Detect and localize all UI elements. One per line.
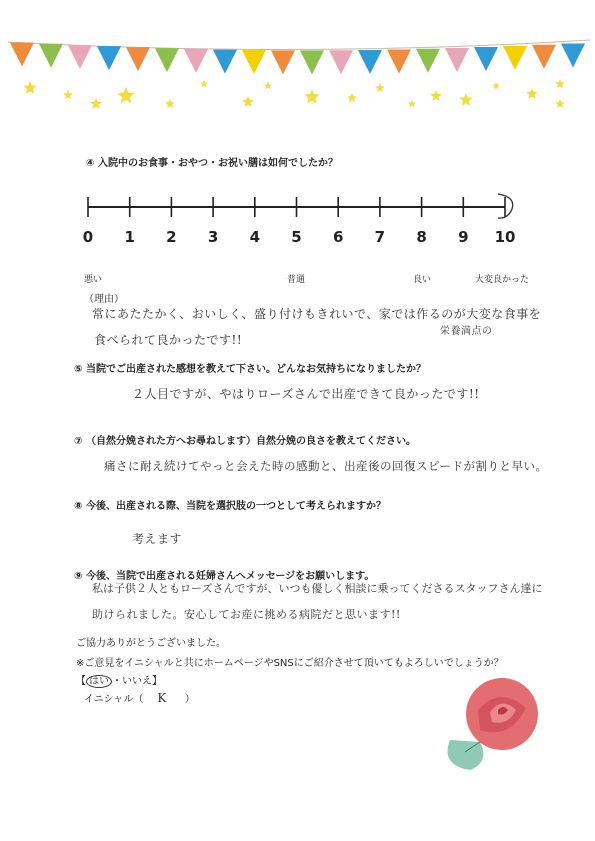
star-icon [347,93,357,102]
scale-number: 8 [416,228,427,246]
star-icon [304,89,319,104]
consent-options [76,672,162,687]
scale-number: 5 [291,228,302,246]
star-icon [63,90,73,99]
q9-answer-line2: 助けられました。安心してお産に挑める病院だと思います!! [92,608,401,621]
scale-number: 4 [249,228,261,246]
q9-answer-line1: 私は子供２人ともローズさんですが、いつも優しく相談に乗ってくださるスタッフさん達に [92,582,543,595]
q4-label: ④ 入院中のお食事・おやつ・お祝い膳は如何でしたか？ [86,158,338,169]
q7-label: ⑦ （自然分娩された方へお尋ねします）自然分娩の良さを教えてください。 [74,436,416,447]
scale-number: 3 [207,228,219,246]
bunting-flag [387,49,411,73]
bunting-flag [474,47,498,71]
q5-answer: ２人目ですが、やはりローズさんで出産できて良かったです!! [132,387,480,401]
initial-close: ） [184,694,195,705]
consent-yes-option: はい [86,675,112,688]
scale-number: 2 [166,228,177,246]
scale-number: 6 [332,228,344,246]
bunting-flag [300,50,324,74]
bunting-flag [358,50,382,74]
scale-label-good: 良い [413,275,432,285]
q8-label: ⑧ 今後、出産される際、当院を選択肢の一つとして考えられますか？ [74,501,386,512]
scale-number: 9 [458,228,469,246]
bunting-flag [271,50,295,74]
q4-answer-insert: 栄養満点の [440,326,493,337]
star-icon [90,98,101,109]
q9-label: ⑨ 今後、当院で出産される妊婦さんへメッセージをお願いします。 [74,571,375,582]
rose-icon [440,670,560,780]
bunting-flag [213,50,237,74]
bunting-flag [561,43,585,67]
star-icon [200,80,208,87]
star-icon [375,83,385,92]
bunting-flag [445,48,469,72]
reason-label: （理由） [84,294,124,305]
bunting-flag [39,44,63,68]
thanks-text: ご協力ありがとうございました。 [76,638,226,649]
scale-number: 10 [494,228,516,246]
bunting-flag [126,47,150,71]
q8-answer: 考えます [132,532,183,546]
bunting-flag [155,48,179,72]
star-icon [23,81,36,94]
bunting-flag [503,46,527,70]
bunting-flag [416,49,440,73]
star-icon [117,87,134,103]
initial-value: K [157,691,167,705]
scale-number: 1 [124,228,135,246]
bunting-flag [10,42,34,66]
bunting-flag [184,49,208,73]
q5-label: ⑤ 当院でご出産された感想を教えて下さい。どんなお気持ちになりましたか？ [74,364,426,375]
q4-answer-line1: 常にあたたかく、おいしく、盛り付けもきれいで、家では作るのが大変な食事を [92,307,542,321]
bunting-flag [68,45,92,69]
star-icon [526,88,537,99]
bunting-flag [329,50,353,74]
rating-scale [80,185,530,225]
star-icon [242,96,253,107]
scale-label-bad: 悪い [84,275,103,285]
consent-separator: ・ [112,676,122,687]
star-icon [459,93,472,106]
star-icon [555,99,565,108]
scale-number: 7 [374,228,386,246]
bunting-flag [242,50,266,74]
star-icon [492,82,500,89]
bunting-decoration [0,0,595,125]
bracket-open: 【 [76,676,86,687]
star-icon [555,79,565,88]
star-icon [430,90,441,101]
initial-label: イニシャル（ [84,694,144,705]
scale-number: 0 [82,228,94,246]
bracket-close: 】 [152,676,162,687]
bunting-flag [532,45,556,69]
q7-answer: 痛さに耐え続けてやっと会えた時の感動と、出産後の回復スピードが割りと早い。 [104,459,548,473]
star-icon [264,82,272,89]
star-icon [408,100,416,107]
consent-question: ※ご意見をイニシャルと共にホームページやSNSにご紹介させて頂いてもよろしいでしょうか？ [76,658,504,669]
q4-answer-line2: 食べられて良かったです!! [94,333,243,347]
star-icon [165,99,175,108]
scale-label-normal: 普通 [287,275,306,285]
scale-label-very-good: 大変良かった [475,275,530,285]
consent-no-option: いいえ [122,676,152,687]
initial-row [84,690,195,705]
bunting-flag [97,46,121,70]
